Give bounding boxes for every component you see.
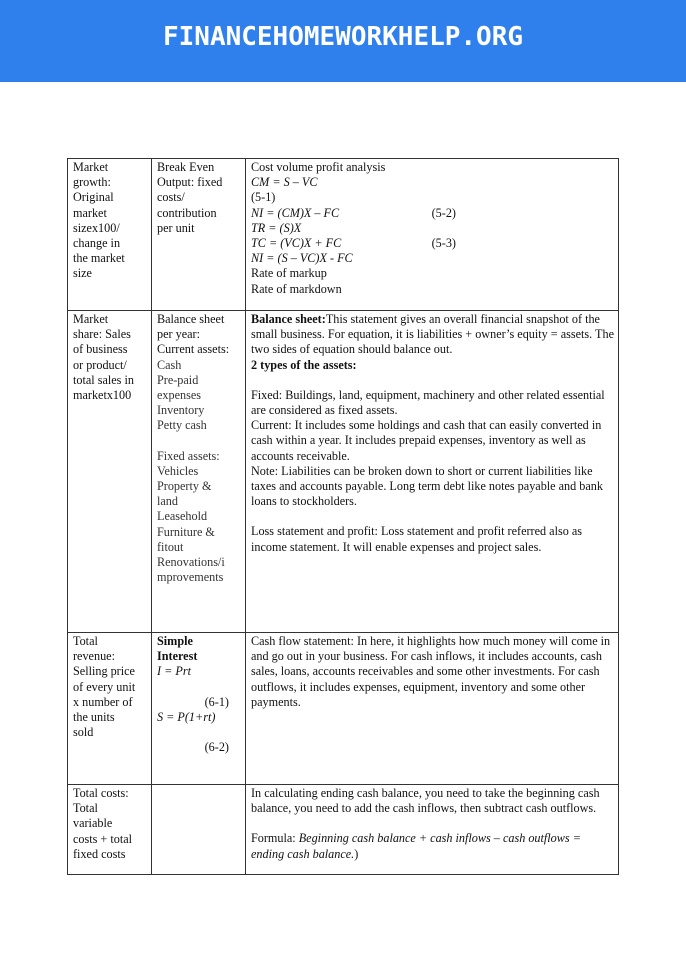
spacer bbox=[157, 725, 241, 740]
cash-flow-paragraph: Cash flow statement: In here, it highlights how much money will come in and go out in your business. For cash inflows, it includes accounts, cash sales, loans, accounts receivables and some other investments. For cash outflows, it includes expenses, equipment, inventory and some other payments. bbox=[251, 634, 611, 709]
text-line: Output: fixed bbox=[157, 175, 223, 190]
row4-col2 bbox=[152, 785, 246, 875]
row4-col3 bbox=[246, 785, 619, 875]
formula-paragraph bbox=[251, 831, 614, 861]
text-line: per unit bbox=[157, 220, 195, 235]
formula-label: Formula: bbox=[251, 831, 299, 846]
text-line: variable bbox=[73, 816, 113, 831]
text-line: size bbox=[73, 266, 92, 281]
formula-cm: CM = S – VC bbox=[251, 175, 318, 190]
table-row bbox=[68, 311, 619, 633]
row1-col1 bbox=[68, 159, 152, 311]
simple-interest-heading: Interest bbox=[157, 649, 198, 664]
text-line: Original bbox=[73, 190, 114, 205]
list-item: mprovements bbox=[157, 570, 224, 585]
text-line: Break Even bbox=[157, 160, 215, 174]
spacer bbox=[251, 816, 614, 831]
text-line: change in bbox=[73, 236, 121, 251]
text-line: the units bbox=[73, 710, 115, 725]
text-line: Current assets: bbox=[157, 342, 230, 357]
formula-number: (5-3) bbox=[431, 236, 456, 251]
text-line: marketx100 bbox=[73, 388, 132, 403]
ending-cash-paragraph: In calculating ending cash balance, you need to take the beginning cash balance, you need to add the cash inflows, then subtract cash outflows. bbox=[251, 786, 600, 816]
list-item: Furniture & bbox=[157, 524, 215, 539]
formula-number: (6-1) bbox=[204, 694, 229, 709]
row1-col3 bbox=[246, 159, 619, 311]
formula-number: (5-2) bbox=[431, 205, 456, 220]
text-line: x number of bbox=[73, 694, 133, 709]
list-item: Inventory bbox=[157, 403, 205, 418]
text-line: Rate of markdown bbox=[251, 281, 342, 296]
list-item: Renovations/i bbox=[157, 555, 225, 570]
text-line: Total bbox=[73, 801, 98, 816]
text-line: fixed costs bbox=[73, 846, 126, 861]
text-line: costs + total bbox=[73, 831, 133, 846]
row2-col1 bbox=[68, 311, 152, 633]
formula-ni-2: NI = (S – VC)X - FC bbox=[251, 251, 353, 266]
list-item: Cash bbox=[157, 357, 182, 372]
row3-col3 bbox=[246, 633, 619, 785]
row1-col2 bbox=[152, 159, 246, 311]
fixed-assets-paragraph: Fixed: Buildings, land, equipment, machinery and other related essential are considered as fixed assets. bbox=[251, 387, 605, 418]
text-line: per year: bbox=[157, 327, 200, 342]
text-line: sold bbox=[73, 725, 94, 740]
text-line: Balance sheet bbox=[157, 312, 225, 326]
balance-sheet-label: Balance sheet: bbox=[251, 312, 326, 326]
formula-line bbox=[251, 236, 456, 251]
list-item: Vehicles bbox=[157, 463, 199, 478]
table-row bbox=[68, 159, 619, 311]
simple-interest-heading: Simple bbox=[157, 634, 193, 648]
formula-ni: NI = (CM)X – FC bbox=[251, 205, 340, 220]
document-page bbox=[0, 82, 686, 970]
text-line: revenue: bbox=[73, 649, 115, 664]
loss-statement-paragraph: Loss statement and profit: Loss statement and profit referred also as income statement. It will enable expenses and project sales. bbox=[251, 524, 582, 554]
spacer bbox=[157, 680, 241, 695]
text-line: Market bbox=[73, 312, 109, 326]
formula-table bbox=[67, 158, 619, 875]
formula-number: (6-2) bbox=[204, 740, 229, 755]
formula-text: Beginning cash balance + cash inflows – cash outflows = ending cash balance. bbox=[251, 831, 581, 861]
asset-types-heading: 2 types of the assets: bbox=[251, 357, 357, 372]
list-item: Property & bbox=[157, 479, 212, 494]
list-item: Fixed assets: bbox=[157, 448, 220, 463]
text-line: or product/ bbox=[73, 357, 127, 372]
text-line: Selling price bbox=[73, 664, 135, 679]
row3-col1 bbox=[68, 633, 152, 785]
liabilities-note-paragraph: Note: Liabilities can be broken down to short or current liabilities like taxes and accounts payable. Long term debt like notes payable and bank loans to stockholders. bbox=[251, 463, 603, 509]
text-line: costs/ bbox=[157, 190, 185, 205]
site-title[interactable]: FINANCEHOMEWORKHELP.ORG bbox=[162, 22, 524, 52]
table-row bbox=[68, 633, 619, 785]
list-item: expenses bbox=[157, 388, 201, 403]
cvp-title: Cost volume profit analysis bbox=[251, 160, 386, 174]
text-line: Market bbox=[73, 160, 109, 174]
list-item: fitout bbox=[157, 539, 184, 554]
text-line: growth: bbox=[73, 175, 111, 190]
list-item: Petty cash bbox=[157, 418, 207, 433]
spacer bbox=[251, 509, 614, 524]
row4-col1 bbox=[68, 785, 152, 875]
list-item: Pre-paid bbox=[157, 372, 199, 387]
site-banner bbox=[0, 0, 686, 82]
text-line: of business bbox=[73, 342, 128, 357]
text-line: total sales in bbox=[73, 372, 134, 387]
text-line: sizex100/ bbox=[73, 220, 120, 235]
row2-col2 bbox=[152, 311, 246, 633]
text-line: Rate of markup bbox=[251, 266, 327, 281]
balance-sheet-paragraph bbox=[251, 312, 614, 358]
formula-interest: I = Prt bbox=[157, 664, 191, 679]
row2-col3 bbox=[246, 311, 619, 633]
text-line: the market bbox=[73, 251, 125, 266]
current-assets-paragraph: Current: It includes some holdings and cash that can easily converted in cash within a year. It includes prepaid expenses, inventory as well as accounts receivable. bbox=[251, 418, 602, 463]
row3-col2 bbox=[152, 633, 246, 785]
spacer bbox=[157, 434, 241, 449]
formula-end: ) bbox=[354, 846, 359, 861]
list-item: land bbox=[157, 494, 178, 509]
table-row bbox=[68, 785, 619, 875]
formula-number: (5-1) bbox=[251, 190, 276, 205]
spacer bbox=[251, 373, 614, 388]
text-line: Total costs: bbox=[73, 786, 129, 800]
formula-line bbox=[251, 206, 456, 221]
text-line: of every unit bbox=[73, 679, 136, 694]
formula-tc: TC = (VC)X + FC bbox=[251, 236, 342, 251]
text-line: contribution bbox=[157, 205, 217, 220]
formula-sum: S = P(1+rt) bbox=[157, 709, 216, 724]
list-item: Leasehold bbox=[157, 509, 208, 524]
text-line: Total bbox=[73, 634, 98, 648]
balance-sheet-text: This statement gives an overall financial snapshot of the small business. For equation, it is liabilities + owner’s equity = assets. The two sides of equation should balance out. bbox=[251, 312, 614, 357]
formula-tr: TR = (S)X bbox=[251, 220, 302, 235]
text-line: market bbox=[73, 205, 107, 220]
text-line: share: Sales bbox=[73, 327, 131, 342]
